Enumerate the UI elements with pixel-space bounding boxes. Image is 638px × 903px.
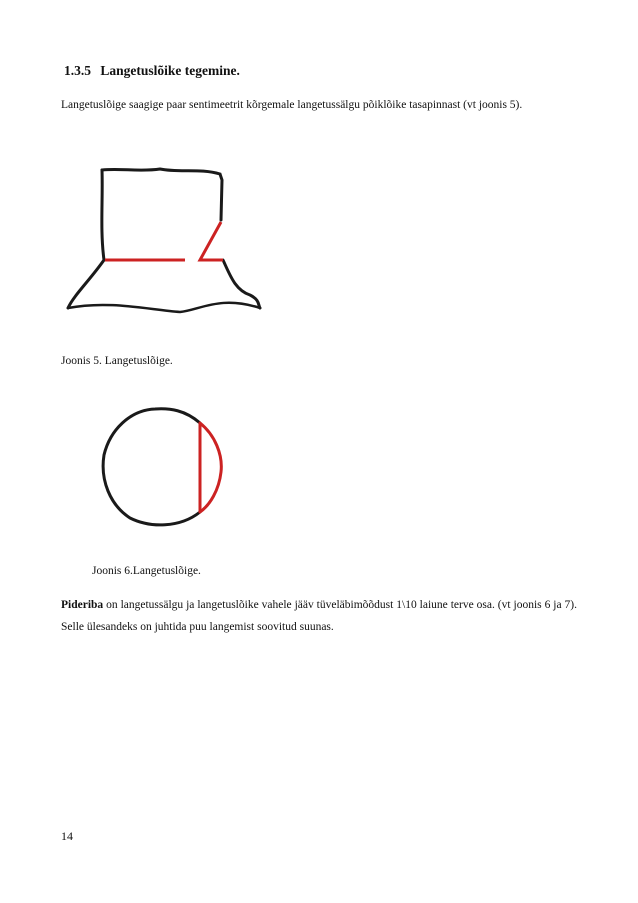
section-number: 1.3.5 [64, 63, 91, 78]
pideriba-definition: on langetussälgu ja langetuslõike vahele jääv tüveläbimõõdust 1\10 laiune terve osa. (vt joonis 6 ja 7). Selle ülesandeks on juhtida puu langemist soovitud suunas. [61, 599, 577, 633]
notch-arc [200, 423, 221, 512]
paragraph-pideriba [61, 594, 577, 638]
notch-cut-line [200, 222, 223, 260]
section-title: Langetuslõike tegemine. [100, 63, 240, 78]
trunk-circle-outline [103, 409, 200, 525]
section-heading [64, 63, 240, 79]
stump-outline [102, 169, 222, 220]
paragraph-intro: Langetuslõige saagige paar sentimeetrit kõrgemale langetussälgu põiklõike tasapinnast (vt joonis 5). [61, 99, 523, 111]
figure-5-caption: Joonis 5. Langetuslõige. [61, 355, 173, 367]
stump-bottom [68, 303, 260, 312]
page-number: 14 [61, 829, 73, 843]
stump-right-side [223, 260, 260, 308]
term-pideriba: Pideriba [61, 599, 104, 611]
stump-left-side [68, 170, 104, 308]
figure-6-caption: Joonis 6.Langetuslõige. [92, 565, 201, 577]
figure-6-drawing [95, 400, 235, 540]
figure-5-drawing [60, 160, 300, 320]
